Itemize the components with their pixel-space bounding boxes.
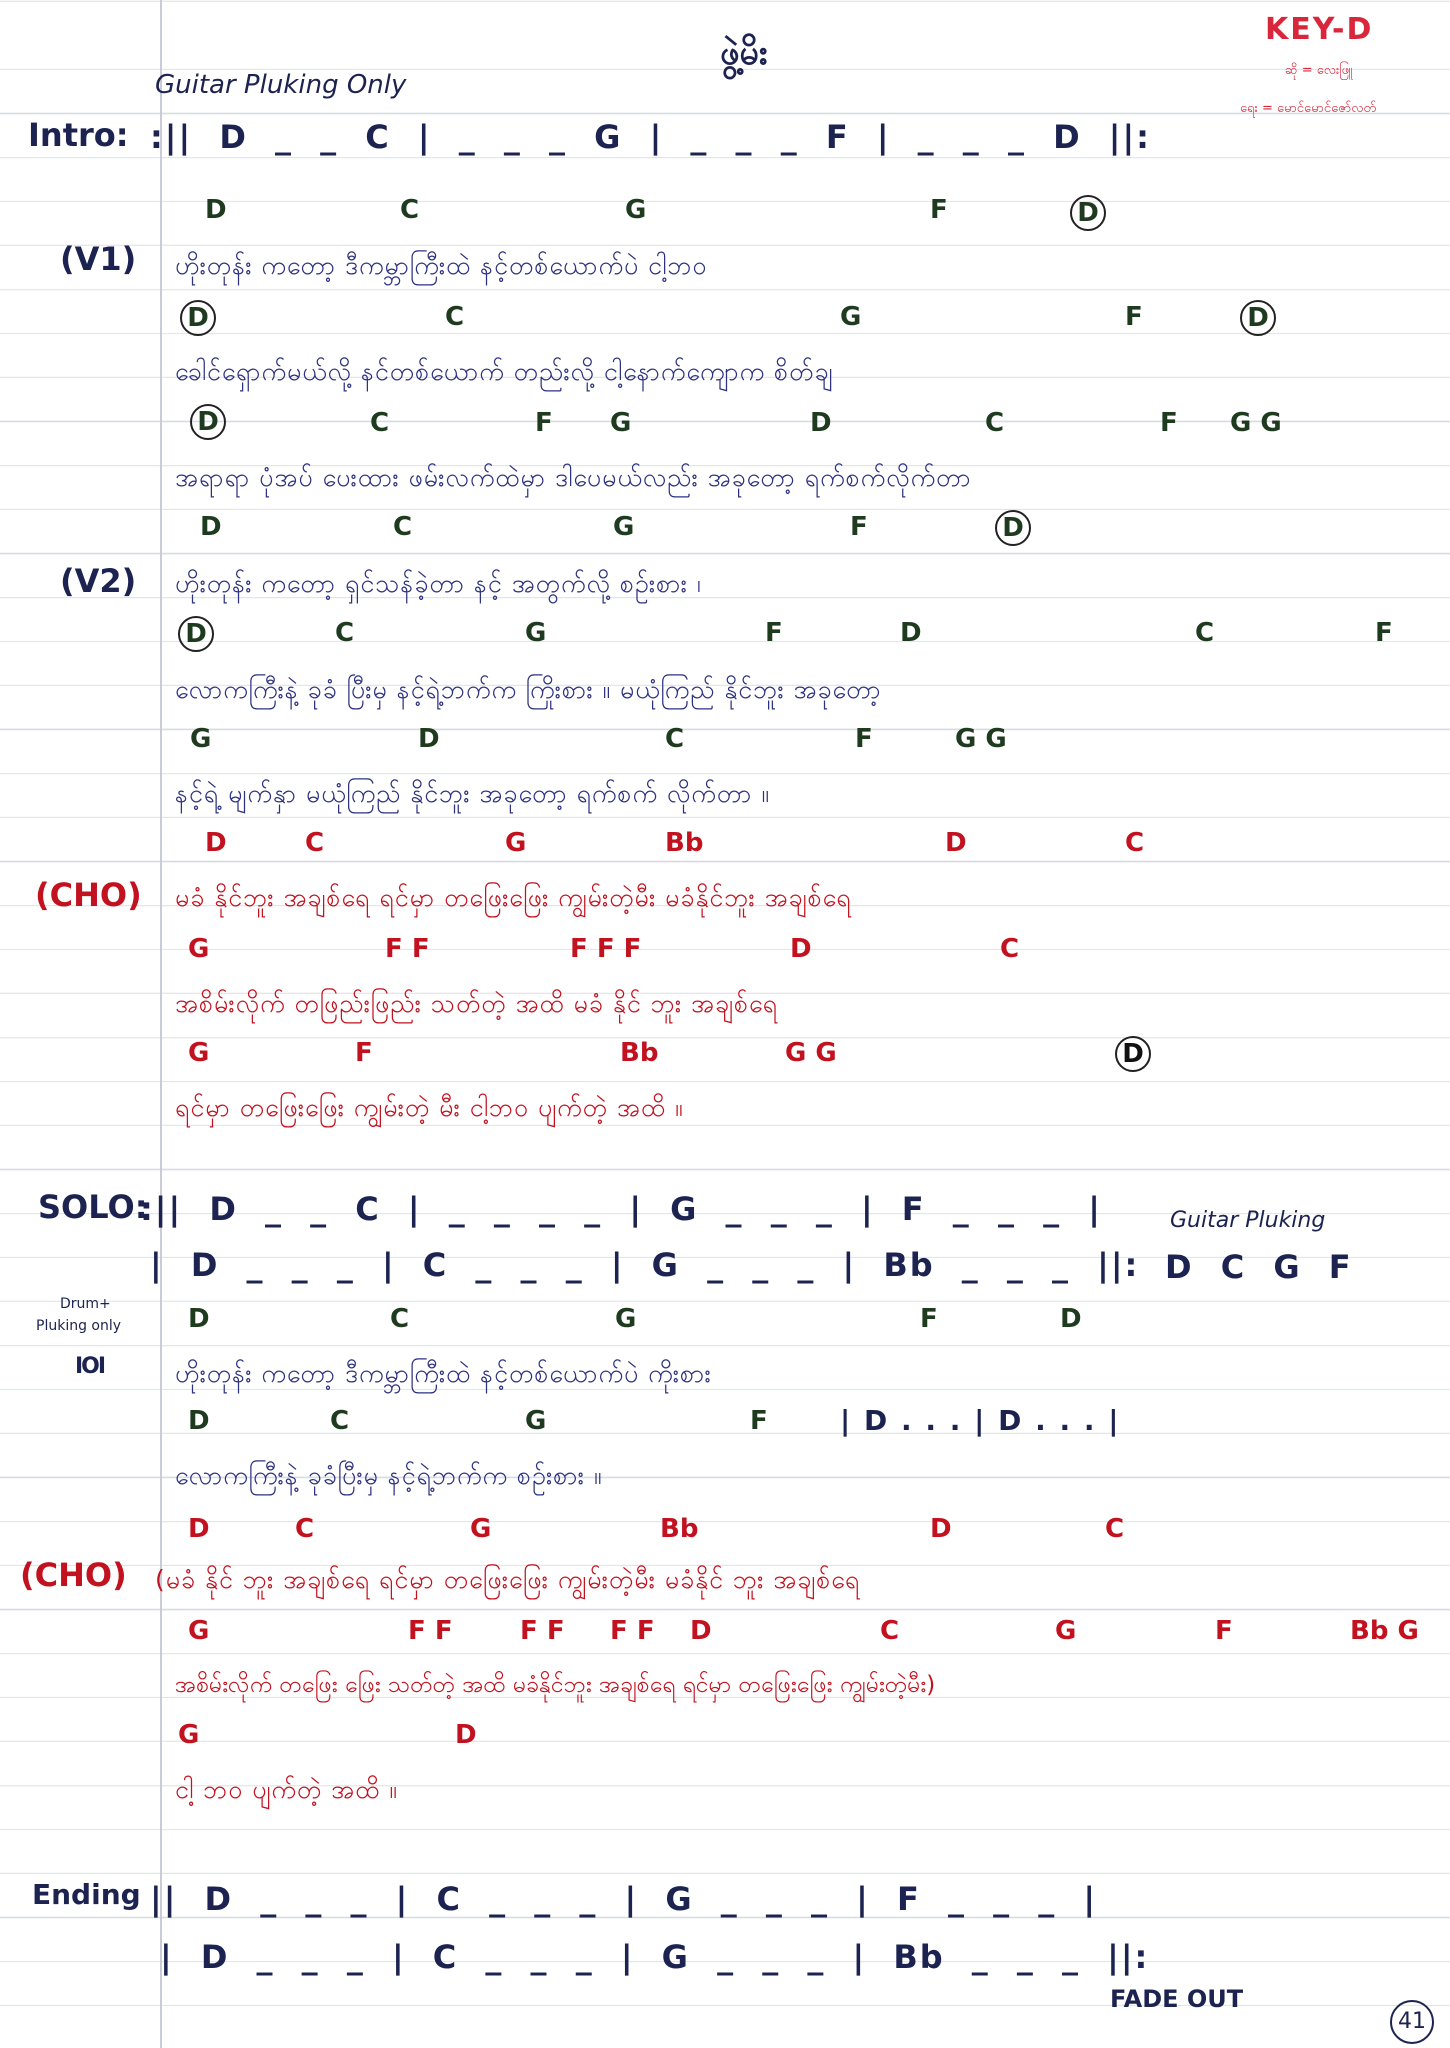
chord: G bbox=[470, 1514, 492, 1544]
chord: F bbox=[535, 408, 553, 438]
chord: Bb bbox=[620, 1038, 659, 1068]
lyric-line: အစိမ်းလိုက် တဖြေး ဖြေး သတ်တဲ့ အထိ မခံနိုင်ဘူး အချစ်ရေ ရင်မှာ တဖြေးဖြေး ကျွမ်းတဲ့မီး) bbox=[175, 1672, 936, 1698]
chord: C bbox=[880, 1616, 900, 1646]
drum-label-2: Pluking only bbox=[36, 1318, 122, 1334]
solo-pluck-note: Guitar Pluking bbox=[1170, 1208, 1326, 1233]
chord: G G bbox=[1230, 408, 1282, 438]
chord: D bbox=[1070, 195, 1106, 231]
chord: G bbox=[505, 828, 527, 858]
chord: D bbox=[690, 1616, 712, 1646]
chord: G G bbox=[785, 1038, 837, 1068]
lyric-line: ငါ့ ဘဝ ပျက်တဲ့ အထိ ။ bbox=[175, 1775, 398, 1804]
lyric-line: လောကကြီးနဲ့ ခုခံပြီးမှ နင့်ရဲ့ဘက်က စဉ်းစား ။ bbox=[175, 1461, 603, 1490]
chord: Bb bbox=[660, 1514, 699, 1544]
chord: F F bbox=[385, 934, 430, 964]
chord: G bbox=[525, 1406, 547, 1436]
writer-credit: ရေး = မောင်မောင်ဇော်လတ် bbox=[1240, 101, 1377, 116]
chord: F F bbox=[610, 1616, 655, 1646]
chord: G bbox=[1055, 1616, 1077, 1646]
chord: D bbox=[945, 828, 967, 858]
chord: D bbox=[200, 512, 222, 542]
chorus-label-2: (CHO) bbox=[20, 1556, 127, 1594]
chord: D bbox=[810, 408, 832, 438]
ending-label: Ending bbox=[32, 1878, 141, 1911]
lyric-line: ဟိုးတုန်း ကတော့ ဒီကမ္ဘာကြီးထဲ နင့်တစ်ယောက်ပဲ ငါ့ဘဝ bbox=[175, 251, 708, 280]
chord: G G bbox=[955, 724, 1007, 754]
chord: C bbox=[390, 1304, 410, 1334]
chord: C bbox=[330, 1406, 350, 1436]
chord: F bbox=[355, 1038, 373, 1068]
chord: F bbox=[1160, 408, 1178, 438]
chord: D bbox=[995, 510, 1031, 546]
solo-label: SOLO: bbox=[38, 1188, 148, 1226]
margin-line bbox=[160, 0, 162, 2048]
chord: D bbox=[900, 618, 922, 648]
solo-bars-2: | D _ _ _ | C _ _ _ | G _ _ _ | Bb _ _ _ ||: bbox=[150, 1246, 1140, 1284]
lyric-line: ခေါင်ရှောက်မယ်လို့ နင်တစ်ယောက် တည်းလို့ ငါ့နောက်ကျောက စိတ်ချ bbox=[175, 357, 834, 386]
lyric-line: အရာရာ ပုံအပ် ပေးထား ဖမ်းလက်ထဲမှာ ဒါပေမယ်လည်း အခုတော့ ရက်စက်လိုက်တာ bbox=[175, 463, 972, 492]
chord: Bb G bbox=[1350, 1616, 1419, 1646]
chord: F bbox=[855, 724, 873, 754]
chord: C bbox=[400, 195, 420, 225]
chord: F bbox=[750, 1406, 768, 1436]
lyric-line: လောကကြီးနဲ့ ခုခံ ပြီးမှ နင့်ရဲ့ဘက်က ကြိုးစား ။ မယုံကြည် နိုင်ဘူး အခုတော့ bbox=[175, 675, 882, 704]
chord: C bbox=[1105, 1514, 1125, 1544]
chord: D bbox=[190, 404, 226, 440]
lyric-line: အစိမ်းလိုက် တဖြည်းဖြည်း သတ်တဲ့ အထိ မခံ နိုင် ဘူး အချစ်ရေ bbox=[175, 989, 778, 1018]
chord: Bb bbox=[665, 828, 704, 858]
intro-label: Intro: bbox=[28, 116, 129, 154]
chord: C bbox=[305, 828, 325, 858]
chord: D bbox=[1060, 1304, 1082, 1334]
solo-tail-chords: D C G F bbox=[1165, 1248, 1353, 1286]
chord: F F bbox=[520, 1616, 565, 1646]
chord: C bbox=[1125, 828, 1145, 858]
lyric-line: ဟိုးတုန်း ကတော့ ဒီကမ္ဘာကြီးထဲ နင့်တစ်ယောက်ပဲ ကိုးစား bbox=[175, 1359, 712, 1388]
chord: G bbox=[188, 1616, 210, 1646]
lyric-line: နင့်ရဲ့ မျက်နှာ မယုံကြည် နိုင်ဘူး အခုတော့ ရက်စက် လိုက်တာ ။ bbox=[175, 779, 770, 808]
pluck-note: Guitar Pluking Only bbox=[155, 70, 407, 100]
chord: D bbox=[1240, 300, 1276, 336]
ending-bars-2: | D _ _ _ | C _ _ _ | G _ _ _ | Bb _ _ _ ||: bbox=[160, 1938, 1150, 1976]
chord: C bbox=[985, 408, 1005, 438]
chord: D bbox=[930, 1514, 952, 1544]
lyric-line: မခံ နိုင်ဘူး အချစ်ရေ ရင်မှာ တဖြေးဖြေး ကျွမ်းတဲ့မီး မခံနိုင်ဘူး အချစ်ရေ bbox=[175, 883, 852, 912]
lyric-line: (မခံ နိုင် ဘူး အချစ်ရေ ရင်မှာ တဖြေးဖြေး ကျွမ်းတဲ့မီး မခံနိုင် ဘူး အချစ်ရေ bbox=[155, 1565, 861, 1594]
chord: C bbox=[1000, 934, 1020, 964]
chord: F bbox=[920, 1304, 938, 1334]
chord: D bbox=[1115, 1036, 1151, 1072]
chord: F bbox=[850, 512, 868, 542]
chord: G bbox=[613, 512, 635, 542]
page-number: 41 bbox=[1390, 2000, 1434, 2044]
chord: G bbox=[625, 195, 647, 225]
chord: D bbox=[205, 195, 227, 225]
chord: C bbox=[335, 618, 355, 648]
chord: C bbox=[393, 512, 413, 542]
ending-bars-1: || D _ _ _ | C _ _ _ | G _ _ _ | F _ _ _ | bbox=[150, 1880, 1098, 1918]
drum-label: Drum+ bbox=[60, 1296, 111, 1312]
key-label: KEY-D bbox=[1265, 12, 1374, 47]
chord: C bbox=[370, 408, 390, 438]
chord: D bbox=[180, 300, 216, 336]
chord: G bbox=[178, 1720, 200, 1750]
chord: F bbox=[930, 195, 948, 225]
chord: G bbox=[190, 724, 212, 754]
chord: G bbox=[610, 408, 632, 438]
chord: F bbox=[1215, 1616, 1233, 1646]
chord: D bbox=[188, 1514, 210, 1544]
v1-label: (V1) bbox=[60, 240, 137, 278]
v2-label: (V2) bbox=[60, 562, 137, 600]
chord: D bbox=[790, 934, 812, 964]
drum-icon: IOI bbox=[75, 1354, 105, 1379]
chord: C bbox=[445, 302, 465, 332]
chord: D bbox=[418, 724, 440, 754]
song-title: ဖွဲ့မိး bbox=[720, 33, 768, 73]
chord: D bbox=[188, 1406, 210, 1436]
lyric-line: ဟိုးတုန်း ကတော့ ရှင်သန်ခဲ့တာ နင့် အတွက်လို့ စဉ်းစား ၊ bbox=[175, 569, 702, 598]
chord: G bbox=[188, 934, 210, 964]
solo-bars-1: :|| D _ _ C | _ _ _ _ | G _ _ _ | F _ _ _ | bbox=[140, 1190, 1102, 1228]
drum-tail-bars: | D . . . | D . . . | bbox=[840, 1404, 1121, 1437]
chord: D bbox=[455, 1720, 477, 1750]
chord: C bbox=[1195, 618, 1215, 648]
lyric-line: ရင်မှာ တဖြေးဖြေး ကျွမ်းတဲ့ မီး ငါ့ဘဝ ပျက်တဲ့ အထိ ။ bbox=[175, 1093, 684, 1122]
chord: D bbox=[205, 828, 227, 858]
chord: F bbox=[1375, 618, 1393, 648]
chord: D bbox=[178, 616, 214, 652]
chord: G bbox=[188, 1038, 210, 1068]
fade-out: FADE OUT bbox=[1110, 1985, 1244, 2013]
chord: C bbox=[295, 1514, 315, 1544]
chord: G bbox=[615, 1304, 637, 1334]
chorus-label: (CHO) bbox=[35, 876, 142, 914]
chord: F bbox=[765, 618, 783, 648]
intro-bars: :|| D _ _ C | _ _ _ G | _ _ _ F | _ _ _ D ||: bbox=[150, 118, 1151, 156]
chord: F F bbox=[408, 1616, 453, 1646]
chord: C bbox=[665, 724, 685, 754]
singer-credit: ဆို = လေးဖြူ bbox=[1285, 63, 1353, 78]
chord: G bbox=[840, 302, 862, 332]
chord: D bbox=[188, 1304, 210, 1334]
chord: G bbox=[525, 618, 547, 648]
chord: F bbox=[1125, 302, 1143, 332]
chord: F F F bbox=[570, 934, 642, 964]
